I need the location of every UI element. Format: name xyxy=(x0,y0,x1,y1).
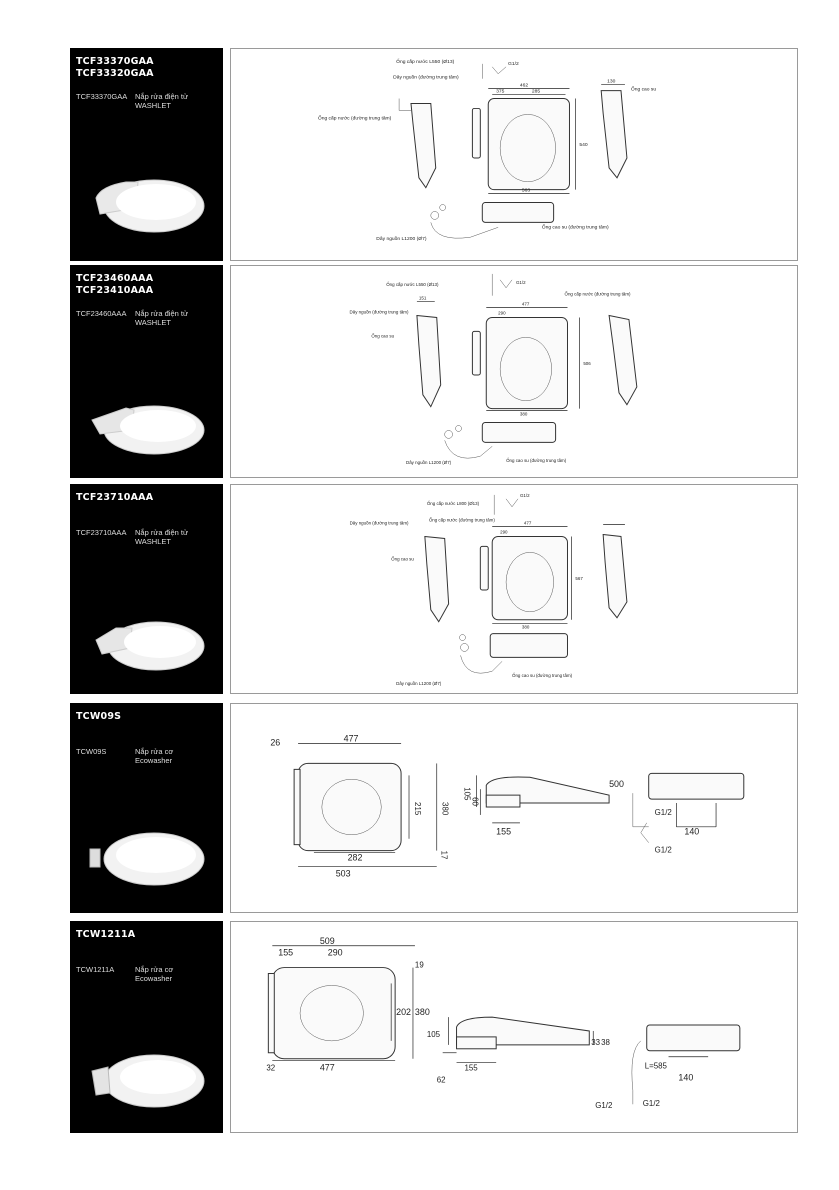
product-info-panel xyxy=(70,921,223,1133)
description-line: Nắp rửa điện tử xyxy=(135,309,188,318)
technical-drawing xyxy=(230,48,798,261)
product-photo xyxy=(86,168,206,238)
dim-g12-b: G1/2 xyxy=(654,845,672,855)
label-water-pipe: Ống cấp nước L550 (Ø13) xyxy=(396,59,455,65)
dim-477: 477 xyxy=(523,520,532,526)
model-name: TCW1211A xyxy=(76,929,136,940)
dim-g12: G1/2 xyxy=(508,61,519,67)
product-info-panel xyxy=(70,48,223,261)
product-info-panel xyxy=(70,265,223,478)
dim-105: 105 xyxy=(426,1029,441,1039)
dim-155-side: 155 xyxy=(464,1063,478,1073)
dim-155: 155 xyxy=(496,826,512,837)
product-code: TCW09S xyxy=(76,747,107,756)
product-code: TCF33370GAA xyxy=(76,92,128,101)
technical-drawing xyxy=(230,921,798,1133)
label-water-pipe: Ống cấp nước L800 (Ø13) xyxy=(426,500,480,506)
dim-202: 202 xyxy=(396,1007,411,1018)
technical-drawing xyxy=(230,484,798,694)
label-power-cord: Dây nguồn L1200 (Ø7) xyxy=(376,237,427,243)
dim-g12-a: G1/2 xyxy=(654,807,672,817)
product-photo xyxy=(86,823,206,893)
dim-140: 140 xyxy=(678,1072,694,1083)
product-row-tcf23710aaa xyxy=(70,484,798,694)
dim-462: 462 xyxy=(519,83,529,89)
product-row-tcw1211a xyxy=(70,921,798,1133)
dim-285: 285 xyxy=(531,89,541,95)
dim-33: 33 xyxy=(591,1037,601,1047)
product-description xyxy=(135,965,221,983)
model-names xyxy=(76,711,121,723)
product-description xyxy=(135,747,221,765)
description-line: Nắp rửa cơ xyxy=(135,747,174,756)
model-name: TCF33370GAA xyxy=(76,56,154,67)
dim-290: 290 xyxy=(498,310,506,316)
label-water-pipe-center: Ống cấp nước (đường trung tâm) xyxy=(564,291,631,297)
dim-g12-b: G1/2 xyxy=(642,1099,660,1109)
dim-g12: G1/2 xyxy=(519,492,530,498)
label-water-pipe-center: Ống cấp nước (đường trung tâm) xyxy=(428,517,495,523)
model-name: TCW09S xyxy=(76,711,122,722)
product-description xyxy=(135,92,221,110)
product-code: TCW1211A xyxy=(76,965,115,974)
dim-38: 38 xyxy=(601,1037,610,1047)
product-row-tcf33370gaa xyxy=(70,48,798,261)
description-line: Nắp rửa điện tử xyxy=(135,92,188,101)
dim-500: 500 xyxy=(609,779,624,790)
product-photo xyxy=(86,606,206,676)
model-names xyxy=(76,273,153,297)
dim-26: 26 xyxy=(270,737,281,748)
technical-drawing xyxy=(230,265,798,478)
dim-290: 290 xyxy=(327,947,343,958)
dim-477: 477 xyxy=(319,1062,335,1073)
model-name: TCF23710AAA xyxy=(76,492,154,503)
dim-477: 477 xyxy=(343,733,359,744)
product-code: TCF23460AAA xyxy=(76,309,127,318)
description-line: Ecowasher xyxy=(135,756,173,765)
description-line: WASHLET xyxy=(135,101,171,110)
dim-215: 215 xyxy=(412,802,422,816)
dim-380: 380 xyxy=(521,624,530,630)
label-power-cord: Dây nguồn L1200 (Ø7) xyxy=(396,681,442,687)
model-name: TCF23410AAA xyxy=(76,285,154,296)
dim-282: 282 xyxy=(347,852,363,863)
dim-540: 540 xyxy=(579,143,588,149)
label-rubber-pipe-center: Ống cao su (đường trung tâm) xyxy=(506,458,567,464)
label-power-cord-center: Dây nguồn (đường trung tâm) xyxy=(393,75,459,81)
label-water-pipe: Ống cấp nước L550 (Ø13) xyxy=(386,281,439,287)
dim-32: 32 xyxy=(266,1063,276,1073)
dim-155: 155 xyxy=(278,947,294,958)
description-line: Nắp rửa điện tử xyxy=(135,528,188,537)
product-code: TCF23710AAA xyxy=(76,528,127,537)
model-name: TCF23460AAA xyxy=(76,273,154,284)
dim-g12-a: G1/2 xyxy=(595,1101,613,1111)
product-info-panel xyxy=(70,484,223,694)
label-power-cord: Dây nguồn L1200 (Ø7) xyxy=(406,460,452,466)
dim-380: 380 xyxy=(440,802,450,816)
dim-567: 567 xyxy=(575,576,583,582)
model-names xyxy=(76,929,135,941)
dim-151: 151 xyxy=(418,295,427,301)
dim-140: 140 xyxy=(684,826,700,837)
dim-375: 375 xyxy=(496,89,505,95)
dim-509: 509 xyxy=(319,935,335,946)
dim-60: 60 xyxy=(470,797,480,806)
description-line: WASHLET xyxy=(135,537,171,546)
model-names xyxy=(76,56,154,80)
product-info-panel xyxy=(70,703,223,913)
dim-380: 380 xyxy=(519,411,528,417)
dim-506: 506 xyxy=(583,361,591,367)
model-names xyxy=(76,492,153,504)
label-rubber-pipe: Ống cao su xyxy=(630,87,657,93)
dim-290: 290 xyxy=(500,529,508,535)
technical-drawing xyxy=(230,703,798,913)
description-line: WASHLET xyxy=(135,318,171,327)
label-power-cord-center: Dây nguồn (đường trung tâm) xyxy=(349,309,409,315)
label-power-cord-center: Dây nguồn (đường trung tâm) xyxy=(349,520,409,526)
description-line: Ecowasher xyxy=(135,974,173,983)
product-row-tcf23460aaa xyxy=(70,265,798,478)
dim-19: 19 xyxy=(414,960,424,970)
product-description xyxy=(135,309,221,327)
dim-130: 130 xyxy=(607,79,616,85)
description-line: Nắp rửa cơ xyxy=(135,965,174,974)
dim-105: 105 xyxy=(462,787,472,801)
label-water-pipe-center: Ống cấp nước (đường trung tâm) xyxy=(317,116,392,122)
product-photo xyxy=(86,390,206,460)
dim-l585: L=585 xyxy=(644,1061,667,1071)
product-photo xyxy=(86,1043,206,1113)
label-rubber-pipe: Ống cao su xyxy=(391,556,414,562)
product-description xyxy=(135,528,221,546)
label-rubber-pipe-center: Ống cao su (đường trung tâm) xyxy=(541,225,609,231)
dim-62: 62 xyxy=(436,1075,446,1085)
label-rubber-pipe: Ống cao su xyxy=(371,333,395,339)
dim-g12: G1/2 xyxy=(515,279,526,285)
dim-477: 477 xyxy=(521,301,530,307)
model-name: TCF33320GAA xyxy=(76,68,154,79)
label-rubber-pipe-center: Ống cao su (đường trung tâm) xyxy=(512,673,573,679)
dim-17: 17 xyxy=(439,850,449,860)
dim-503: 503 xyxy=(335,868,351,879)
product-row-tcw09s xyxy=(70,703,798,913)
dim-380: 380 xyxy=(414,1007,430,1018)
dim-563: 563 xyxy=(521,188,531,194)
